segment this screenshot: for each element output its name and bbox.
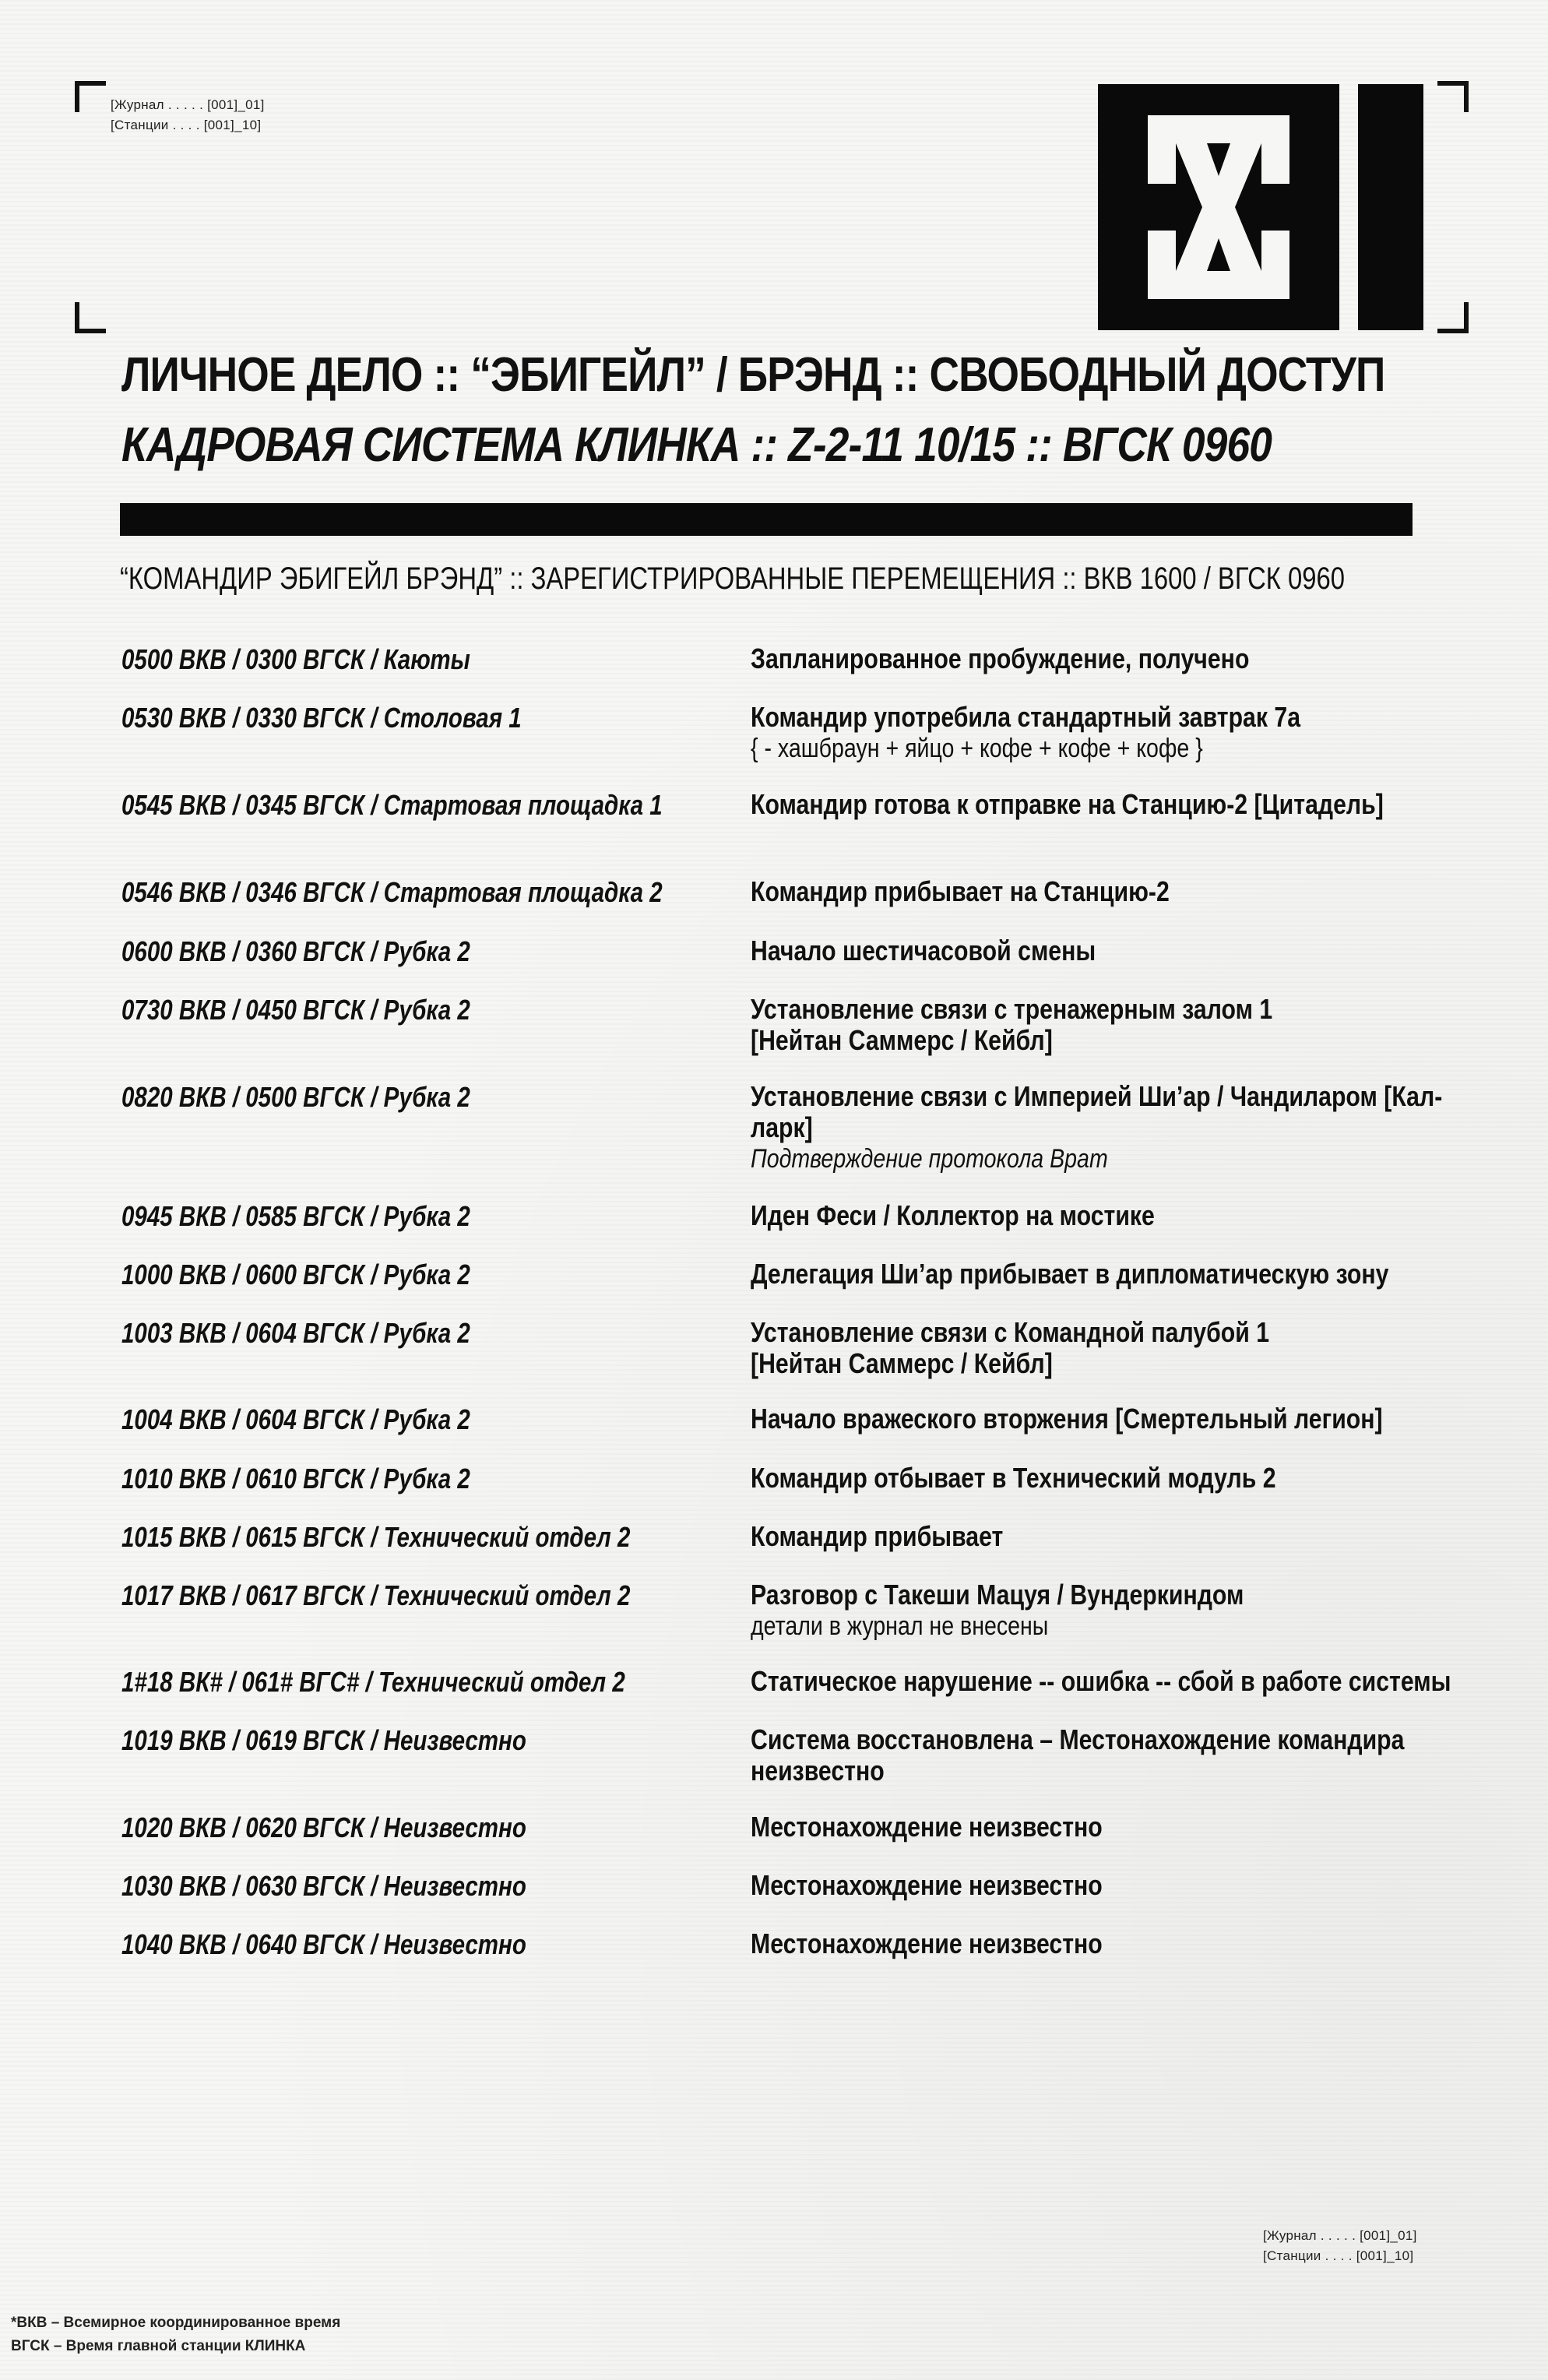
entry-time: 0545 ВКВ / 0345 ВГСК / Стартовая площадка 1 bbox=[121, 789, 663, 821]
entry-event: Иден Феси / Коллектор на мостике bbox=[751, 1199, 1155, 1231]
footnote-line: *ВКВ – Всемирное координированное время bbox=[11, 2315, 341, 2331]
entry-event: Командир прибывает на Станцию-2 bbox=[751, 875, 1170, 907]
entry-event: Статическое нарушение -- ошибка -- сбой в работе системы bbox=[751, 1665, 1451, 1697]
entry-time: 1020 ВКВ / 0620 ВГСК / Неизвестно bbox=[121, 1811, 526, 1843]
footnote bbox=[11, 2311, 340, 2358]
entry-event: Установление связи с Империей Ши’ар / Чандиларом [Кал- ларк] bbox=[751, 1080, 1443, 1143]
entry-event: Начало шестичасовой смены bbox=[751, 935, 1096, 966]
entry-event: Командир готова к отправке на Станцию-2 [Цитадель] bbox=[751, 788, 1384, 820]
page-subtitle: КАДРОВАЯ СИСТЕМА КЛИНКА :: Z-2-11 10/15 :: ВГСК 0960 bbox=[121, 418, 1272, 472]
entry-event: Начало вражеского вторжения [Смертельный легион] bbox=[751, 1403, 1383, 1435]
entry-time: 1019 ВКВ / 0619 ВГСК / Неизвестно bbox=[121, 1724, 526, 1756]
entry-time: 0730 ВКВ / 0450 ВГСК / Рубка 2 bbox=[121, 994, 470, 1026]
record-header: “КОМАНДИР ЭБИГЕЙЛ БРЭНД” :: ЗАРЕГИСТРИРОВАННЫЕ ПЕРЕМЕЩЕНИЯ :: ВКВ 1600 / ВГСК 0960 bbox=[120, 562, 1345, 596]
log-reference-station: [Станции . . . . [001]_10] bbox=[1263, 2248, 1414, 2263]
divider-bar bbox=[120, 503, 1413, 536]
log-reference-bottom bbox=[1263, 2226, 1417, 2266]
entry-time: 1017 ВКВ / 0617 ВГСК / Технический отдел 2 bbox=[121, 1579, 631, 1611]
entry-time: 0500 ВКВ / 0300 ВГСК / Каюты bbox=[121, 643, 470, 675]
entry-event: Местонахождение неизвестно bbox=[751, 1811, 1103, 1843]
entry-time: 0546 ВКВ / 0346 ВГСК / Стартовая площадка 2 bbox=[121, 876, 663, 908]
entry-note: детали в журнал не внесены bbox=[751, 1611, 1049, 1641]
entry-event: Установление связи с Командной палубой 1 [Нейтан Саммерс / Кейбл] bbox=[751, 1316, 1270, 1379]
entry-time: 1030 ВКВ / 0630 ВГСК / Неизвестно bbox=[121, 1870, 526, 1902]
frame-corner-bottom-left bbox=[75, 302, 106, 333]
entry-event: Местонахождение неизвестно bbox=[751, 1928, 1103, 1959]
log-reference-station: [Станции . . . . [001]_10] bbox=[111, 118, 262, 132]
entry-time: 1015 ВКВ / 0615 ВГСК / Технический отдел 2 bbox=[121, 1521, 631, 1553]
entry-event: Местонахождение неизвестно bbox=[751, 1869, 1103, 1901]
entry-time: 1000 ВКВ / 0600 ВГСК / Рубка 2 bbox=[121, 1259, 470, 1290]
entry-event: Делегация Ши’ар прибывает в дипломатическую зону bbox=[751, 1258, 1389, 1290]
entry-time: 0530 ВКВ / 0330 ВГСК / Столовая 1 bbox=[121, 702, 522, 734]
entry-event: Запланированное пробуждение, получено bbox=[751, 643, 1250, 674]
page-title: ЛИЧНОЕ ДЕЛО :: “ЭБИГЕЙЛ” / БРЭНД :: СВОБОДНЫЙ ДОСТУП bbox=[121, 348, 1385, 402]
log-reference-journal: [Журнал . . . . . [001]_01] bbox=[111, 97, 265, 112]
entry-event: Командир отбывает в Технический модуль 2 bbox=[751, 1462, 1276, 1494]
entry-time: 1003 ВКВ / 0604 ВГСК / Рубка 2 bbox=[121, 1317, 470, 1349]
footnote-line: ВГСК – Время главной станции КЛИНКА bbox=[11, 2338, 306, 2354]
log-reference-journal: [Журнал . . . . . [001]_01] bbox=[1263, 2228, 1417, 2243]
frame-corner-top-left bbox=[75, 81, 106, 112]
entry-note: { - хашбраун + яйцо + кофе + кофе + кофе } bbox=[751, 734, 1203, 763]
entry-event: Разговор с Такеши Мацуя / Вундеркиндом bbox=[751, 1579, 1244, 1611]
entry-note: Подтверждение протокола Врат bbox=[751, 1144, 1108, 1174]
entry-event: Командир употребила стандартный завтрак 7а bbox=[751, 701, 1301, 733]
entry-event: Установление связи с тренажерным залом 1 [Нейтан Саммерс / Кейбл] bbox=[751, 993, 1273, 1056]
log-reference-top bbox=[111, 95, 265, 136]
entry-time: 1010 ВКВ / 0610 ВГСК / Рубка 2 bbox=[121, 1463, 470, 1495]
entry-time: 0820 ВКВ / 0500 ВГСК / Рубка 2 bbox=[121, 1081, 470, 1113]
entry-event: Командир прибывает bbox=[751, 1520, 1004, 1552]
frame-corner-top-right bbox=[1437, 81, 1469, 112]
entry-time: 0945 ВКВ / 0585 ВГСК / Рубка 2 bbox=[121, 1200, 470, 1232]
entry-time: 1040 ВКВ / 0640 ВГСК / Неизвестно bbox=[121, 1928, 526, 1960]
entry-event: Система восстановлена – Местонахождение командира неизвестно bbox=[751, 1723, 1405, 1787]
entry-time: 0600 ВКВ / 0360 ВГСК / Рубка 2 bbox=[121, 935, 470, 967]
x-bracket-logo-icon bbox=[1098, 84, 1423, 330]
frame-corner-bottom-right bbox=[1437, 302, 1469, 333]
entry-time: 1#18 ВК# / 061# ВГС# / Технический отдел 2 bbox=[121, 1666, 625, 1698]
entry-time: 1004 ВКВ / 0604 ВГСК / Рубка 2 bbox=[121, 1403, 470, 1435]
